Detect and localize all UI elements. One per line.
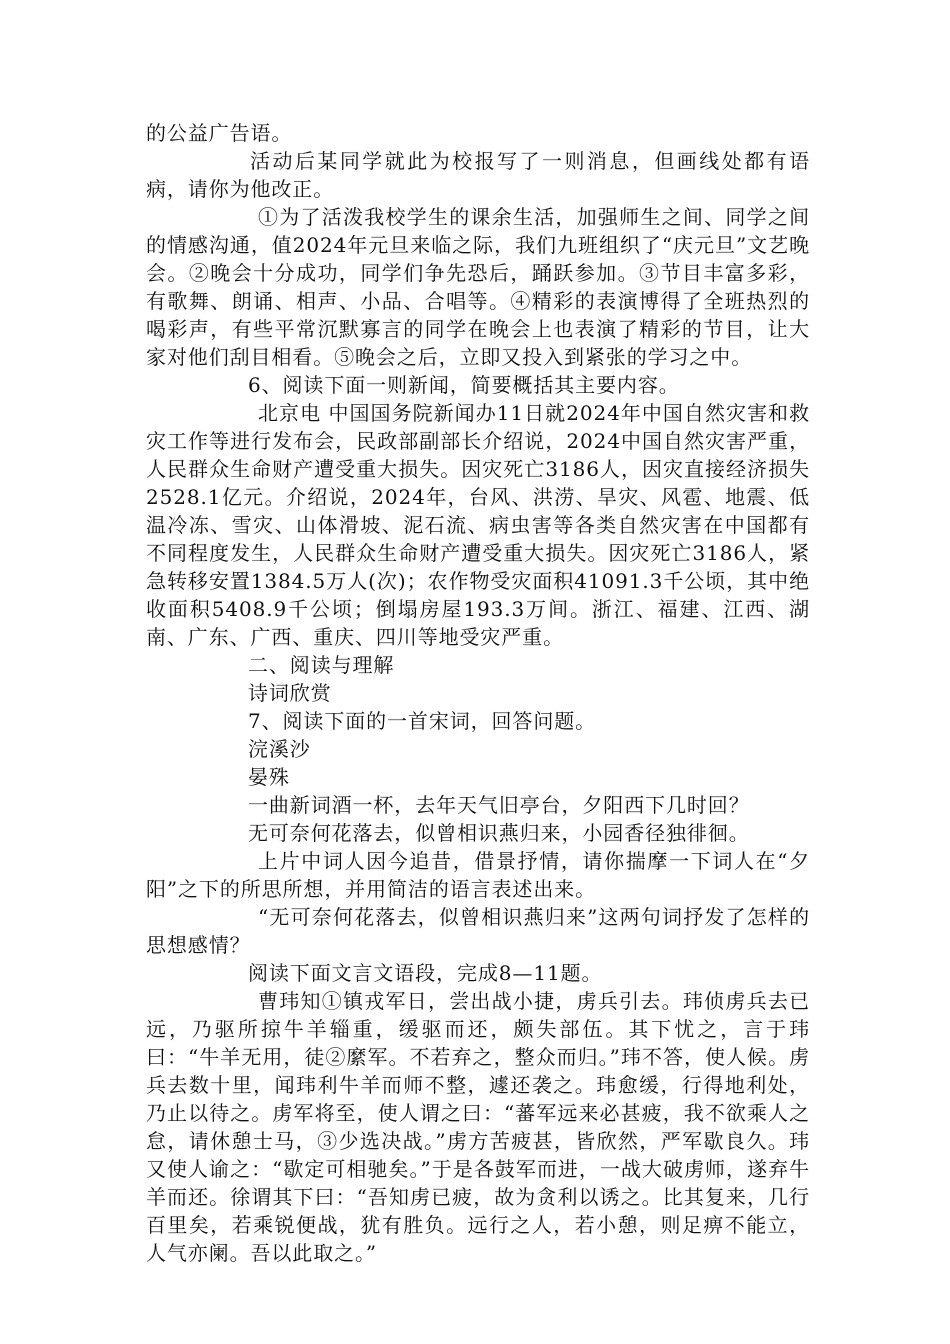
question-6-heading: 6、阅读下面一则新闻，简要概括其主要内容。 (248, 373, 680, 397)
poem-question-1: 上片中词人因今追昔，借景抒情，请你揣摩一下词人在“夕阳”之下的所思所想，并用简洁的语言表述出来。 (146, 849, 810, 901)
paragraph-task-instruction: 活动后某同学就此为校报写了一则消息，但画线处都有语病，请你为他改正。 (146, 149, 810, 201)
question-7-heading: 7、阅读下面的一首宋词，回答问题。 (248, 709, 597, 733)
poem-line-1: 一曲新词酒一杯，去年天气旧亭台，夕阳西下几时回？ (248, 793, 750, 817)
paragraph-school-news: ①为了活泼我校学生的课余生活，加强师生之间、同学之间的情感沟通，值2024年元旦来临之际，我们九班组织了“庆元旦”文艺晚会。②晚会十分成功，同学们争先恐后，踊跃参加。③节目丰富多彩，有歌舞、朗诵、相声、小品、合唱等。④精彩的表演博得了全班热烈的喝彩声，有些平常沉默寡言的同学在晚会上也表演了精彩的节目，让大家对他们刮目相看。⑤晚会之后，立即又投入到紧张的学习之中。 (146, 205, 810, 369)
section-heading-reading: 二、阅读与理解 (248, 653, 395, 677)
poem-question-2: “无可奈何花落去，似曾相识燕归来”这两句词抒发了怎样的思想感情？ (146, 905, 810, 957)
document-body (146, 119, 810, 1267)
classical-text-instruction: 阅读下面文言文语段，完成8—11题。 (248, 961, 603, 985)
subsection-heading-poetry: 诗词欣赏 (248, 681, 332, 705)
paragraph-ad-slogan-end: 的公益广告语。 (146, 121, 293, 145)
paragraph-disaster-news: 北京电 中国国务院新闻办11日就2024年中国自然灾害和救灾工作等进行发布会，民政部副部长介绍说，2024中国自然灾害严重，人民群众生命财产遭受重大损失。因灾死亡3186人，因灾直接经济损失2528.1亿元。介绍说，2024年，台风、洪涝、旱灾、风雹、地震、低温冷冻、雪灾、山体滑坡、泥石流、病虫害等各类自然灾害在中国都有不同程度发生，人民群众生命财产遭受重大损失。因灾死亡3186人，紧急转移安置1384.5万人(次)；农作物受灾面积41091.3千公顷，其中绝收面积5408.9千公顷；倒塌房屋193.3万间。浙江、福建、江西、湖南、广东、广西、重庆、四川等地受灾严重。 (146, 401, 810, 649)
poem-author: 晏殊 (248, 765, 290, 789)
poem-title: 浣溪沙 (248, 737, 311, 761)
classical-text-passage: 曹玮知①镇戎军日，尝出战小捷，虏兵引去。玮侦虏兵去已远，乃驱所掠牛羊辎重，缓驱而还，颇失部伍。其下忧之，言于玮曰：“牛羊无用，徒②縻军。不若弃之，整众而归。”玮不答，使人候。虏兵去数十里，闻玮利牛羊而师不整，遽还袭之。玮愈缓，行得地利处，乃止以待之。虏军将至，使人谓之曰：“蕃军远来必甚疲，我不欲乘人之怠，请休憩士马，③少选决战。”虏方苦疲甚，皆欣然，严军歇良久。玮又使人谕之：“歇定可相驰矣。”于是各鼓军而进，一战大破虏师，遂弃牛羊而还。徐谓其下曰：“吾知虏已疲，故为贪利以诱之。比其复来，几行百里矣，若乘锐便战，犹有胜负。远行之人，若小憩，则足痹不能立，人气亦阑。吾以此取之。” (146, 989, 810, 1265)
poem-line-2: 无可奈何花落去，似曾相识燕归来，小园香径独徘徊。 (248, 821, 750, 845)
